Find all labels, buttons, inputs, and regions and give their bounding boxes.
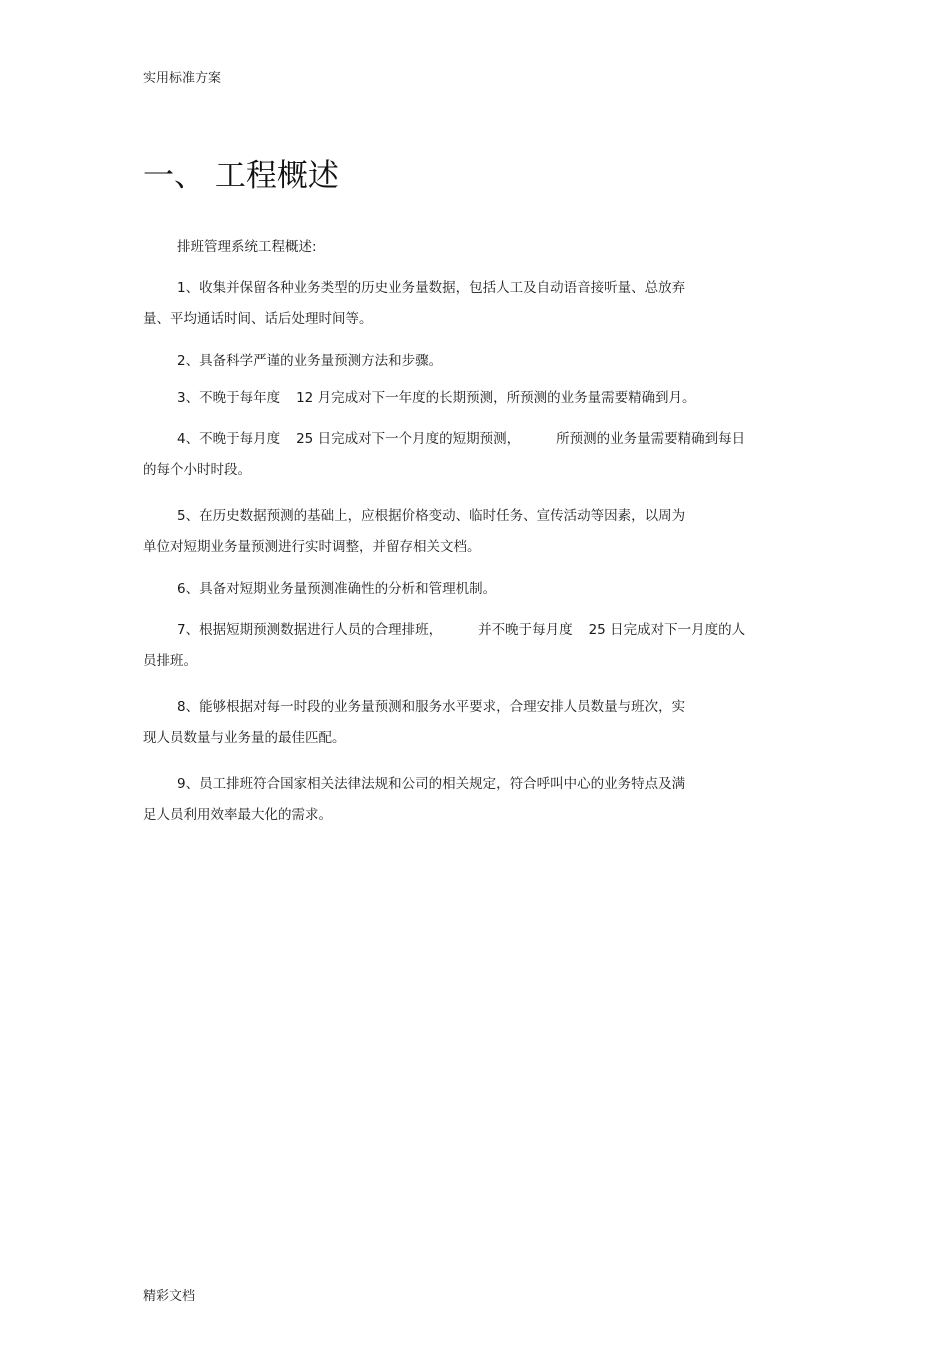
page-header: 实用标准方案 <box>143 71 222 86</box>
list-item-line: 的每个小时时段。 <box>143 462 251 478</box>
list-item-text: 所预测的业务量需要精确到每日 <box>556 431 746 447</box>
list-item <box>143 350 793 372</box>
list-item <box>143 692 793 754</box>
list-item <box>143 387 793 409</box>
list-item-line: 1、收集并保留各种业务类型的历史业务量数据，包括人工及自动语音接听量、总放弃 <box>177 280 686 296</box>
list-item-text: 4、不晚于每月度 <box>177 431 281 447</box>
list-item-line: 8、能够根据对每一时段的业务量预测和服务水平要求，合理安排人员数量与班次，实 <box>177 699 686 715</box>
list-item-text: 并不晚于每月度 <box>478 622 573 638</box>
list-item-line <box>143 615 793 646</box>
list-item-line: 5、在历史数据预测的基础上，应根据价格变动、临时任务、宣传活动等因素，以周为 <box>177 508 686 524</box>
list-item-text: 12 月完成对下一年度的长期预测，所预测的业务量需要精确到月。 <box>296 390 696 406</box>
list-item <box>143 615 793 677</box>
list-item-text: 3、不晚于每年度 <box>177 390 281 406</box>
list-item-line: 员排班。 <box>143 653 197 669</box>
list-item-line: 足人员利用效率最大化的需求。 <box>143 807 332 823</box>
list-item-line: 2、具备科学严谨的业务量预测方法和步骤。 <box>177 353 443 369</box>
page-footer: 精彩文档 <box>143 1289 196 1304</box>
list-item <box>143 578 793 600</box>
section-title: 一、 工程概述 <box>143 158 339 194</box>
list-item-text: 7、根据短期预测数据进行人员的合理排班， <box>177 622 443 638</box>
list-item-line <box>143 387 793 409</box>
intro-paragraph: 排班管理系统工程概述: <box>177 239 317 255</box>
list-item <box>143 424 793 486</box>
list-item <box>143 769 793 831</box>
list-item-line <box>143 424 793 455</box>
list-item-text: 25 日完成对下一个月度的短期预测， <box>296 431 521 447</box>
list-item-text: 25 日完成对下一月度的人 <box>588 622 746 638</box>
list-item-line: 量、平均通话时间、话后处理时间等。 <box>143 311 373 327</box>
list-item-line: 单位对短期业务量预测进行实时调整，并留存相关文档。 <box>143 539 481 555</box>
list-item-line: 9、员工排班符合国家相关法律法规和公司的相关规定，符合呼叫中心的业务特点及满 <box>177 776 686 792</box>
document-body <box>143 236 793 846</box>
list-item <box>143 273 793 335</box>
list-item-line: 6、具备对短期业务量预测准确性的分析和管理机制。 <box>177 581 497 597</box>
list-item <box>143 501 793 563</box>
list-item-line: 现人员数量与业务量的最佳匹配。 <box>143 730 346 746</box>
